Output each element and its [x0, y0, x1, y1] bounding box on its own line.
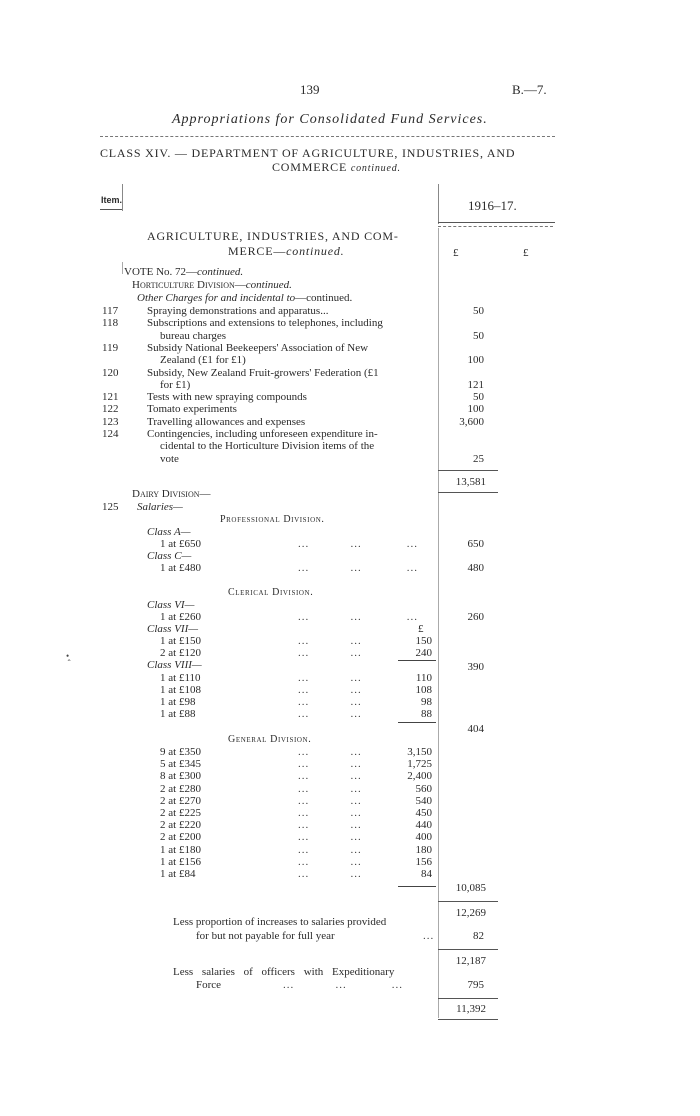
- class-vii-total: 390: [467, 661, 484, 673]
- item-description-line: for £1): [160, 378, 191, 391]
- class-viii-sum-rule: [398, 722, 436, 723]
- dairy-item-number: 125: [102, 501, 119, 513]
- horticulture-total-underline: [438, 492, 498, 493]
- salary-row-amount: 560: [415, 782, 432, 795]
- document-reference: B.—7.: [512, 82, 547, 97]
- item-number: 118: [102, 317, 119, 330]
- salary-row-amount: 400: [415, 831, 432, 844]
- dairy-division-heading: Dairy Division—: [132, 488, 211, 500]
- item-description-line: Subsidy, New Zealand Fruit-growers' Federation (£1: [147, 366, 379, 379]
- less-increases-line1: Less proportion of increases to salaries provided: [173, 916, 387, 928]
- leader-dots: ... ... ...: [298, 562, 418, 574]
- item-description-line: Travelling allowances and expenses: [147, 415, 306, 428]
- salary-row-amount: 540: [415, 794, 432, 807]
- amount-column-divider: [438, 228, 439, 1018]
- salary-row-label: 2 at £225: [160, 807, 201, 819]
- leader-dots: ... ...: [298, 746, 362, 758]
- year-column-header: 1916–17.: [468, 198, 517, 213]
- salary-row-label: 1 at £150: [160, 635, 201, 647]
- salary-row-label: 2 at £270: [160, 794, 201, 807]
- leader-dots: ... ...: [298, 843, 362, 856]
- header-rule: [100, 136, 555, 137]
- year-header-rule-dashed: [438, 226, 553, 227]
- leader-dots: ... ...: [298, 868, 362, 880]
- leader-dots: ... ...: [298, 819, 362, 832]
- class-vi-amount: 260: [467, 611, 484, 623]
- item-amount: 25: [473, 452, 484, 465]
- horticulture-total: 13,581: [455, 476, 486, 488]
- pound-sign-col1: £: [453, 247, 459, 259]
- pound-sign-col2: £: [523, 247, 529, 259]
- general-division-heading: General Division.: [228, 734, 312, 745]
- item-number: 124: [102, 428, 119, 440]
- leader-dots: ... ...: [298, 807, 362, 819]
- item-number: 122: [102, 403, 119, 416]
- salary-row-amount: 110: [415, 672, 432, 684]
- year-header-rule: [438, 222, 555, 223]
- leader-dots: ... ...: [298, 708, 362, 720]
- class-a-amount: 650: [467, 538, 484, 550]
- leader-dots: ... ...: [298, 855, 362, 868]
- less-increases-amount: 82: [473, 930, 484, 942]
- item-header-rule: [100, 209, 122, 210]
- leader-dots: ... ...: [298, 635, 362, 647]
- leader-dots: ... ...: [298, 782, 362, 795]
- class-vii-pound-sign: £: [418, 623, 424, 635]
- class-vii-sum-rule: [398, 660, 436, 661]
- leader-dots: ... ...: [298, 758, 362, 771]
- leader-dots: ... ... ...: [283, 979, 403, 991]
- leader-dots: ... ...: [298, 684, 362, 696]
- leader-dots: ... ...: [298, 647, 362, 659]
- class-a-row-label: 1 at £650: [160, 538, 201, 550]
- section-title-line1: AGRICULTURE, INDUSTRIES, AND COM-: [147, 229, 399, 243]
- item-description-line: Contingencies, including unforeseen expenditure in-: [147, 428, 378, 440]
- leader-dots: ... ...: [298, 794, 362, 807]
- salary-row-label: 2 at £200: [160, 831, 201, 844]
- item-description-line: bureau charges: [160, 329, 227, 342]
- class-viii-heading: Class VIII—: [147, 659, 202, 671]
- section-title-line2: MERCE—continued.: [228, 244, 345, 258]
- item-number: 117: [102, 305, 119, 317]
- final-total-underline: [438, 1019, 498, 1020]
- salary-row-label: 8 at £300: [160, 770, 201, 783]
- class-c-row-label: 1 at £480: [160, 562, 201, 574]
- item-number: 119: [102, 341, 119, 354]
- class-vii-heading: Class VII—: [147, 623, 199, 635]
- item-amount: 50: [473, 329, 484, 342]
- professional-division-heading: Professional Division.: [220, 514, 325, 525]
- class-c-amount: 480: [467, 562, 484, 574]
- salary-row-label: 1 at £108: [160, 684, 201, 696]
- item-description-line: Subscriptions and extensions to telephones, including: [147, 317, 383, 330]
- subtotal2-rule: [438, 949, 498, 950]
- salary-row-label: 1 at £84: [160, 868, 196, 880]
- final-total: 11,392: [456, 1003, 486, 1015]
- item-column-divider: [122, 184, 123, 211]
- less-increases-line2: for but not payable for full year: [196, 930, 335, 942]
- leader-dots: ... ...: [298, 672, 362, 684]
- running-title: Appropriations for Consolidated Fund Services.: [172, 112, 488, 127]
- salary-row-amount: 3,150: [407, 746, 432, 758]
- item-amount: 100: [467, 403, 484, 416]
- year-column-left-divider: [438, 184, 439, 224]
- clerical-division-heading: Clerical Division.: [228, 587, 314, 598]
- item-amount: 3,600: [459, 415, 484, 428]
- salary-row-amount: 450: [415, 807, 432, 819]
- class-viii-total: 404: [467, 723, 484, 735]
- class-c-heading: Class C—: [147, 550, 192, 562]
- item-number: 120: [102, 366, 119, 379]
- scan-speck: •̭: [66, 651, 70, 661]
- other-charges-heading: Other Charges for and incidental to—continued.: [137, 292, 353, 304]
- leader-dots: ...: [423, 930, 435, 942]
- salary-row-amount: 180: [415, 843, 432, 856]
- salary-row-amount: 240: [415, 647, 432, 659]
- class-a-heading: Class A—: [147, 526, 191, 538]
- class-heading-line2: COMMERCE continued.: [272, 160, 401, 174]
- salary-row-label: 1 at £88: [160, 708, 196, 720]
- less-expeditionary-amount: 795: [467, 979, 484, 991]
- salary-row-label: 1 at £156: [160, 855, 201, 868]
- subtotal2: 12,187: [455, 955, 486, 967]
- final-total-rule: [438, 998, 498, 999]
- item-description-line: Tomato experiments: [147, 403, 237, 416]
- item-amount: 50: [473, 391, 484, 404]
- salary-row-label: 1 at £110: [160, 672, 201, 684]
- leader-dots: ... ... ...: [298, 611, 418, 623]
- leader-dots: ... ...: [298, 696, 362, 708]
- salary-row-amount: 2,400: [407, 770, 432, 783]
- salary-row-amount: 108: [415, 684, 432, 696]
- vote-label: VOTE No. 72—continued.: [124, 266, 244, 278]
- salaries-heading: Salaries—: [137, 501, 183, 513]
- item-amount: 100: [467, 354, 484, 367]
- item-number: 121: [102, 391, 119, 404]
- page-number: 139: [300, 82, 320, 97]
- salary-row-label: 5 at £345: [160, 758, 201, 771]
- salary-row-label: 2 at £220: [160, 819, 201, 832]
- salary-row-label: 2 at £120: [160, 647, 201, 659]
- less-expeditionary-line2: Force: [196, 979, 222, 991]
- item-column-header: Item.: [101, 195, 123, 205]
- salary-row-label: 1 at £180: [160, 843, 201, 856]
- item-number: 123: [102, 415, 119, 428]
- leader-dots: ... ...: [298, 770, 362, 783]
- salary-row-label: 9 at £350: [160, 746, 201, 758]
- item-description-line: Spraying demonstrations and apparatus...: [147, 305, 329, 317]
- subtotal1-rule: [438, 901, 498, 902]
- salary-row-amount: 88: [421, 708, 432, 720]
- item-amount: 50: [473, 305, 484, 317]
- class-vi-heading: Class VI—: [147, 599, 195, 611]
- class-heading-line1: CLASS XIV. — DEPARTMENT OF AGRICULTURE, INDUSTRIES, AND: [100, 146, 516, 160]
- item-description-line: cidental to the Horticulture Division items of the: [160, 440, 375, 453]
- salary-row-amount: 1,725: [407, 758, 432, 771]
- less-expeditionary-line1: Less salaries of officers with Expeditionary: [173, 966, 395, 978]
- item-description-line: Subsidy National Beekeepers' Association of New: [147, 341, 369, 354]
- leader-dots: ... ... ...: [298, 538, 418, 550]
- leader-dots: ... ...: [298, 831, 362, 844]
- salary-row-label: 1 at £98: [160, 696, 196, 708]
- item-column-divider-lower: [122, 262, 123, 274]
- item-amount: 121: [467, 378, 484, 391]
- salary-row-amount: 156: [415, 855, 432, 868]
- item-description-line: vote: [160, 452, 179, 465]
- horticulture-division-heading: Horticulture Division—continued.: [132, 279, 292, 291]
- item-description-line: Tests with new spraying compounds: [147, 391, 307, 404]
- horticulture-total-rule: [438, 470, 498, 471]
- subtotal1: 12,269: [455, 907, 486, 919]
- salary-row-amount: 150: [415, 635, 432, 647]
- item-description-line: Zealand (£1 for £1): [160, 354, 246, 367]
- general-total: 10,085: [455, 882, 486, 894]
- salary-row-amount: 84: [421, 868, 432, 880]
- salary-row-amount: 440: [415, 819, 432, 832]
- class-vi-row-label: 1 at £260: [160, 611, 201, 623]
- salary-row-label: 2 at £280: [160, 782, 201, 795]
- salary-row-amount: 98: [421, 696, 432, 708]
